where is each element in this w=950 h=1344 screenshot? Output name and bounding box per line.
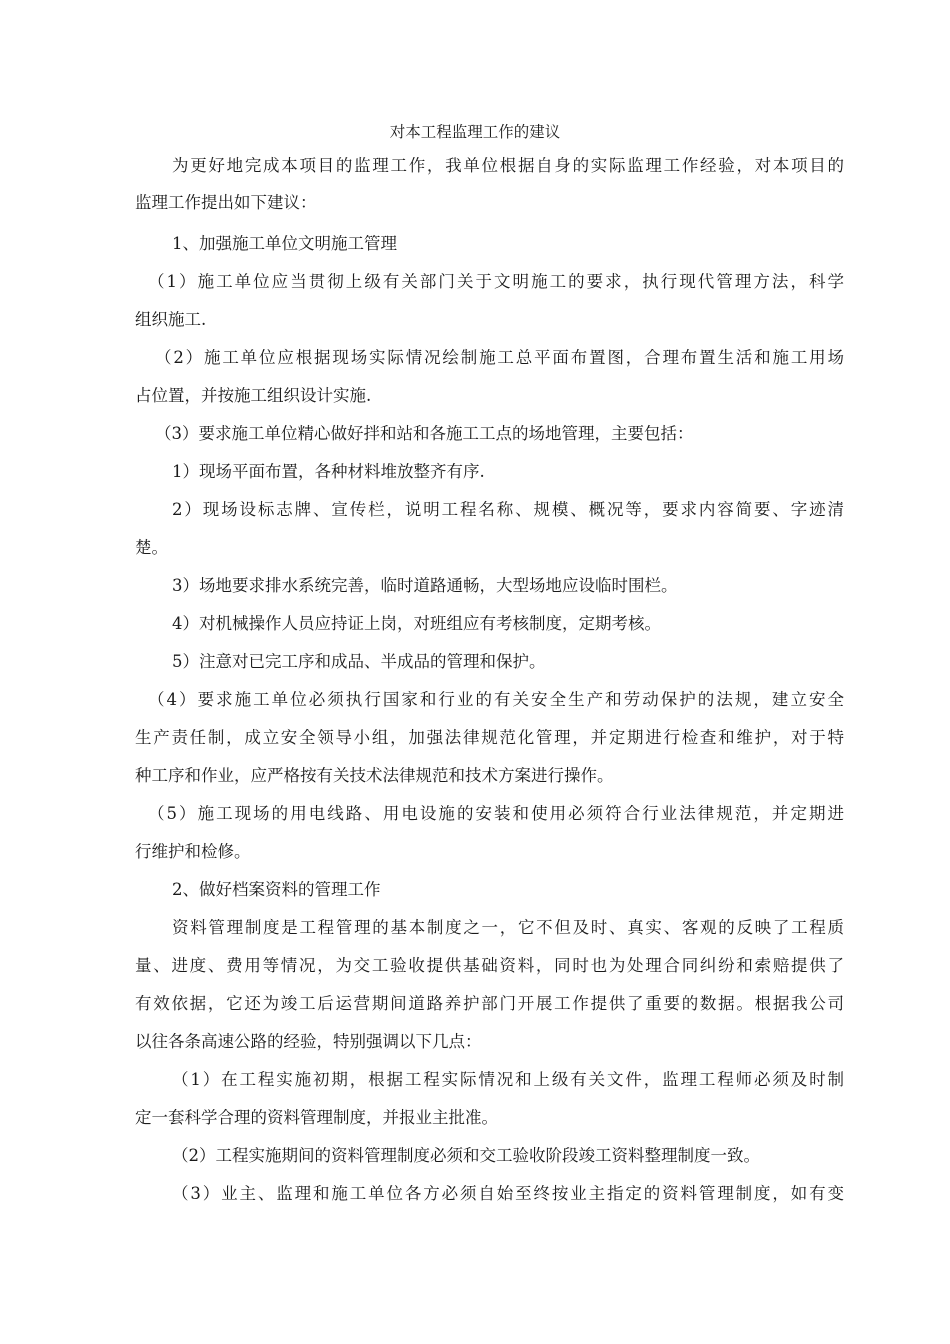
paragraph-line: （2）工程实施期间的资料管理制度必须和交工验收阶段竣工资料整理制度一致。	[172, 1146, 760, 1165]
list-item: 4）对机械操作人员应持证上岗，对班组应有考核制度，定期考核。	[172, 614, 661, 633]
paragraph-line: 有效依据，它还为竣工后运营期间道路养护部门开展工作提供了重要的数据。根据我公司	[135, 994, 844, 1013]
list-item: 3）场地要求排水系统完善，临时道路通畅，大型场地应设临时围栏。	[172, 576, 678, 595]
paragraph-line: （2）施工单位应根据现场实际情况绘制施工总平面布置图，合理布置生活和施工用场	[155, 348, 844, 367]
paragraph-line: （4）要求施工单位必须执行国家和行业的有关安全生产和劳动保护的法规，建立安全	[148, 690, 844, 709]
list-item: 1）现场平面布置，各种材料堆放整齐有序.	[172, 462, 485, 481]
paragraph-line: 定一套科学合理的资料管理制度，并报业主批准。	[135, 1108, 498, 1127]
paragraph-line: （1）在工程实施初期，根据工程实际情况和上级有关文件，监理工程师必须及时制	[172, 1070, 844, 1089]
paragraph-line: 资料管理制度是工程管理的基本制度之一，它不但及时、真实、客观的反映了工程质	[172, 918, 844, 937]
paragraph-line: 生产责任制，成立安全领导小组，加强法律规范化管理，并定期进行检查和维护，对于特	[135, 728, 844, 747]
paragraph-line: （3）要求施工单位精心做好拌和站和各施工工点的场地管理，主要包括：	[155, 424, 694, 443]
paragraph-line: 占位置，并按施工组织设计实施.	[135, 386, 372, 405]
paragraph-line: 为更好地完成本项目的监理工作，我单位根据自身的实际监理工作经验，对本项目的	[172, 156, 844, 175]
paragraph-line: （1）施工单位应当贯彻上级有关部门关于文明施工的要求，执行现代管理方法，科学	[148, 272, 844, 291]
paragraph-line: 种工序和作业，应严格按有关技术法律规范和技术方案进行操作。	[135, 766, 614, 785]
list-item: 5）注意对已完工序和成品、半成品的管理和保护。	[172, 652, 546, 671]
paragraph-line: 以往各条高速公路的经验，特别强调以下几点：	[135, 1032, 482, 1051]
section-heading: 2、做好档案资料的管理工作	[172, 880, 381, 899]
paragraph-line: 监理工作提出如下建议：	[135, 193, 317, 212]
paragraph-line: （5）施工现场的用电线路、用电设施的安装和使用必须符合行业法律规范，并定期进	[148, 804, 844, 823]
list-item: 楚。	[135, 538, 168, 557]
paragraph-line: 行维护和检修。	[135, 842, 251, 861]
document-title: 对本工程监理工作的建议	[389, 123, 561, 141]
paragraph-line: （3）业主、监理和施工单位各方必须自始至终按业主指定的资料管理制度，如有变	[172, 1184, 844, 1203]
paragraph-line: 组织施工.	[135, 310, 207, 329]
section-heading: 1、加强施工单位文明施工管理	[172, 234, 397, 253]
paragraph-line: 量、进度、费用等情况，为交工验收提供基础资料，同时也为处理合同纠纷和索赔提供了	[135, 956, 844, 975]
list-item: 2）现场设标志牌、宣传栏，说明工程名称、规模、概况等，要求内容简要、字迹清	[172, 500, 844, 519]
